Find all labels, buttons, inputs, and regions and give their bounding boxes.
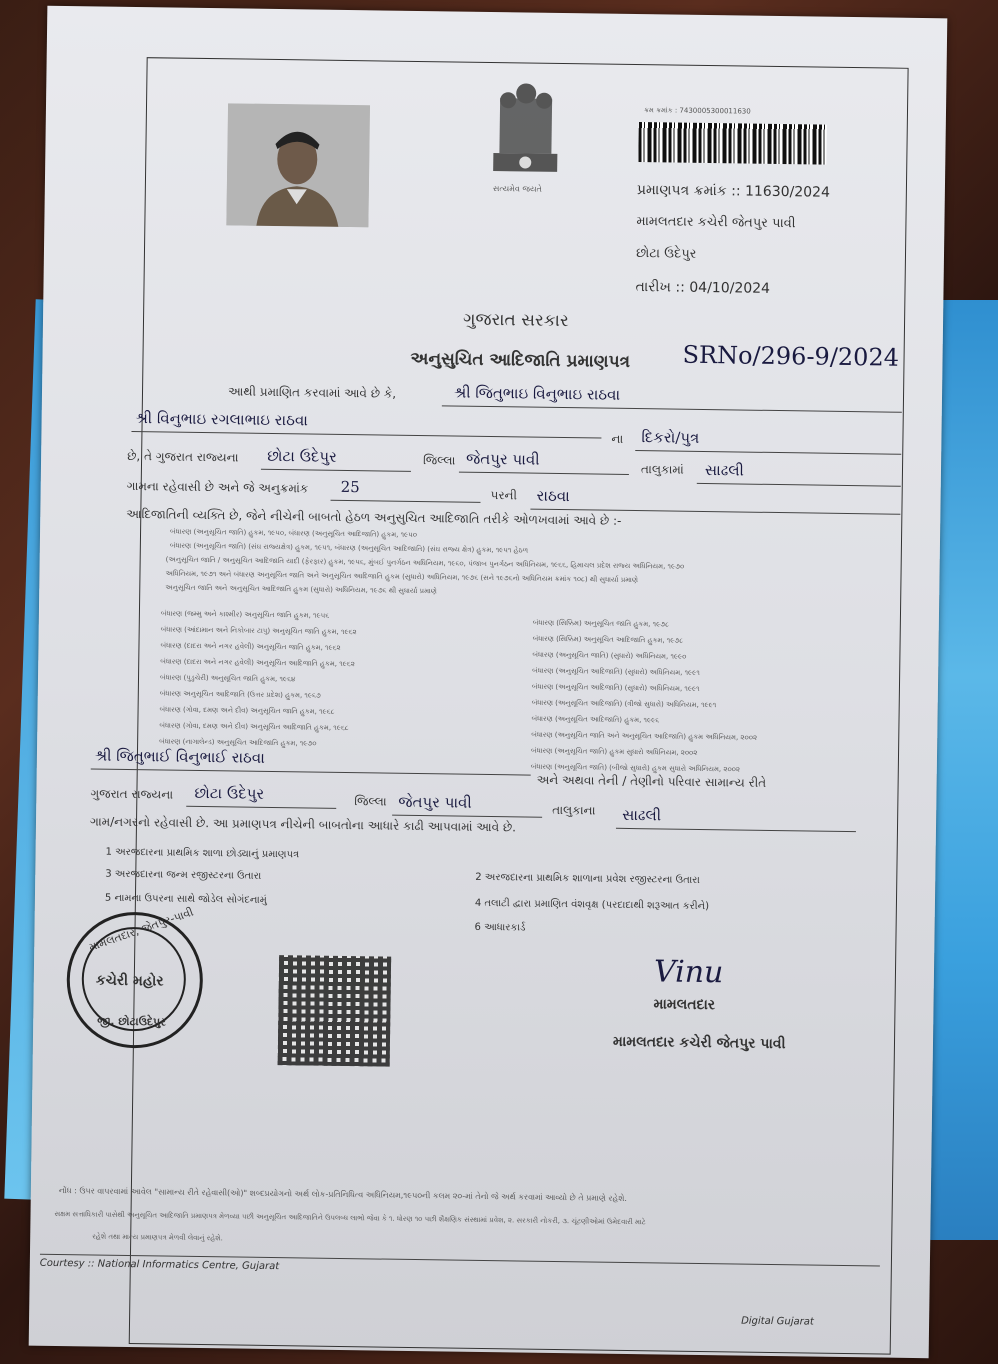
state-prefix-2: ગુજરાત રાજ્યના bbox=[90, 786, 174, 802]
certify-text: આથી પ્રમાણિત કરવામાં આવે છે કે, bbox=[227, 384, 397, 401]
state-prefix: છે, તે ગુજરાત રાજ્યના bbox=[127, 448, 239, 465]
certificate-paper bbox=[29, 6, 948, 1358]
seal-text: મામલતદાર, જેતપુર-પાવી bbox=[87, 905, 196, 954]
emblem-caption: સત્યમેવ જયતે bbox=[492, 184, 542, 194]
serial-number: 25 bbox=[340, 477, 360, 497]
signature: Vinu bbox=[653, 954, 724, 991]
order-right-4: બંધારણ (અનુસૂચિત આદિજાતિ) (સુધારો) અધિનિયમ, ૧૯૯૧ bbox=[532, 666, 700, 677]
basis-item-1: 1 અરજદારના પ્રાથમિક શાળા છોડ્યાનું પ્રમાણપત્ર bbox=[105, 846, 300, 861]
village: સાઢલી bbox=[704, 461, 745, 480]
ashoka-emblem-icon bbox=[485, 78, 567, 189]
order-left-5: બંધારણ (પુડુચેરી) અનુસૂચિત જાતિ હુકમ, ૧૯૬૪ bbox=[159, 673, 296, 684]
resident-text: ગામના રહેવાસી છે અને જે અનુક્રમાંક bbox=[126, 478, 309, 496]
footer-note-2: સક્ષમ સત્તાધિકારી પાસેથી અનુસૂચિત આદિજાતિ પ્રમાણપત્ર મેળવ્યા પછી અનુસૂચિત આદિજાતિને ઉપલબ્ધ લાભો જેવા કે ૧. ધોરણ ૧૦ પછી શૈક્ષણિક સંસ્થામાં પ્રવેશ, ૨. સરકારી નોકરી, ૩. ચૂંટણીઓમાં ઉમેદવારી માટે bbox=[54, 1210, 646, 1227]
basis-item-4: 4 તલાટી દ્વારા પ્રમાણિત વંશવૃક્ષ (પરદાદાથી શરૂઆત કરીને) bbox=[474, 897, 710, 913]
certificate-title: અનુસુચિત આદિજાતિ પ્રમાણપત્ર bbox=[410, 348, 631, 372]
order-left-2: બંધારણ (આંદામાન અને નિકોબાર ટાપુ) અનુસૂચિત જાતિ હુકમ, ૧૯૬૨ bbox=[160, 625, 357, 637]
order-line-1: બંધારણ (અનુસૂચિત જાતિ) હુકમ, ૧૯૫૦, બંધારણ (અનુસૂચિત આદિજાતિ) હુકમ, ૧૯૫૦ bbox=[170, 527, 418, 539]
seal-center: કચેરી મહોર bbox=[95, 972, 164, 990]
person-photo-icon bbox=[226, 103, 370, 227]
issue-date: તારીખ :: 04/10/2024 bbox=[635, 279, 771, 297]
issuing-office: મામલતદાર કચેરી જેતપુર પાવી bbox=[636, 214, 796, 232]
order-right-6: બંધારણ (અનુસૂચિત આદિજાતિ) (ત્રીજો સુધારો) અધિનિયમ, ૧૯૯૧ bbox=[531, 698, 717, 710]
handwritten-serial: SRNo/296-9/2024 bbox=[682, 340, 900, 372]
gov-title: ગુજરાત સરકાર bbox=[462, 309, 569, 332]
courtesy: Courtesy :: National Informatics Centre, Gujarat bbox=[39, 1257, 280, 1273]
district: છોટા ઉદેપુર bbox=[267, 446, 337, 466]
order-line-3: (અનુસૂચિત જાતિ / અનુસૂચિત આદિજાતિ યાદી (ફેરફાર) હુકમ, ૧૯૫૬, મુંબઈ પુનર્ગઠન અધિનિયમ, ૧૯૬૦, પંજાબ પુનર્ગઠન અધિનિયમ, ૧૯૬૬, હિમાચલ પ્રદેશ રાજ્ય અધિનિયમ, ૧૯૭૦ bbox=[165, 555, 685, 571]
order-left-9: બંધારણ (નાગાલેન્ડ) અનુસૂચિત આદિજાતિ હુકમ, ૧૯૭૦ bbox=[159, 737, 317, 748]
footer-note-3: રહેશે તથા માન્ય પ્રમાણપત્ર મેળવી લેવાનું રહેશે. bbox=[92, 1232, 223, 1243]
digital-gujarat: Digital Gujarat bbox=[741, 1315, 814, 1328]
parent-name: શ્રી વિનુભાઇ રગલાભાઇ રાઠવા bbox=[135, 409, 309, 430]
order-left-1: બંધારણ (જમ્મુ અને કાશ્મીર) અનુસૂચિત જાતિ હુકમ, ૧૯૫૬ bbox=[160, 609, 330, 620]
applicant-name: શ્રી જિતુભાઇ વિનુભાઇ રાઠવા bbox=[453, 383, 621, 404]
barcode-label: ક્રમ ક્રમાંક : 7430005300011630 bbox=[643, 106, 751, 116]
applicant-photo bbox=[226, 103, 370, 227]
applicant-name-2: શ્રી જિતુભાઈ વિનુભાઈ રાઠવા bbox=[94, 746, 265, 767]
taluka-label: તાલુકામાં bbox=[640, 462, 684, 477]
tribe-declaration: આદિજાતિની વ્યક્તિ છે, જેને નીચેની બાબતો હેઠળ અનુસુચિત આદિજાતિ તરીકે ઓળખવામાં આવે છે :- bbox=[126, 506, 622, 528]
on-text: પરની bbox=[490, 488, 518, 503]
order-left-6: બંધારણ અનુસૂચિત આદિજાતિ (ઉત્તર પ્રદેશ) હુકમ, ૧૯૬૭ bbox=[159, 689, 321, 700]
qr-code bbox=[278, 955, 392, 1067]
footer-note-1: નોંધ : ઉપર વાપરવામાં આવેલ "સામાન્ય રીતે રહેવાસી(ઓ)" શબ્દપ્રયોગનો અર્થ લોક-પ્રતિનિધિત્વ અધિનિયમ,૧૯૫૦ની કલમ ૨૦-માં તેનો જે અર્થ કરવામાં આવ્યો છે તે પ્રમાણે રહેશે. bbox=[58, 1186, 628, 1203]
taluka-2: જેતપુર પાવી bbox=[398, 792, 472, 812]
order-right-2: બંધારણ (સિક્કિમ) અનુસૂચિત આદિજાતિ હુકમ, ૧૯૭૮ bbox=[532, 634, 684, 645]
village-2: સાઢલી bbox=[622, 805, 662, 825]
certificate-number: પ્રમાણપત્ર ક્રમાંક :: 11630/2024 bbox=[636, 182, 831, 201]
order-right-3: બંધારણ (અનુસૂચિત જાતિ) (સુધારો) અધિનિયમ, ૧૯૯૦ bbox=[532, 650, 687, 661]
taluka-label-2: તાલુકાના bbox=[552, 802, 596, 818]
issuing-place: છોટા ઉદેપુર bbox=[635, 246, 697, 262]
district-label-2: જિલ્લા bbox=[354, 794, 387, 809]
order-left-7: બંધારણ (ગોવા, દમણ અને દીવ) અનુસૂચિત જાતિ હુકમ, ૧૯૬૮ bbox=[159, 705, 335, 716]
signatory-office: મામલતદાર કચેરી જેતપુર પાવી bbox=[612, 1033, 786, 1053]
order-line-5: અનુસૂચિત જાતિ અને અનુસૂચિત આદિજાતિ હુકમ (સુધારો) અધિનિયમ, ૧૯૭૬ થી સુધાર્યા પ્રમાણે bbox=[165, 583, 437, 596]
order-right-7: બંધારણ (અનુસૂચિત આદિજાતિ) હુકમ, ૧૯૯૬ bbox=[531, 714, 660, 725]
seal-bottom: જી. છોટાઉદેપુર bbox=[97, 1014, 167, 1029]
basis-item-3: 3 અરજદારના જન્મ રજીસ્ટરના ઉતારા bbox=[105, 868, 262, 882]
order-right-1: બંધારણ (સિક્કિમ) અનુસૂચિત જાતિ હુકમ, ૧૯૭૮ bbox=[532, 618, 670, 629]
taluka: જેતપુર પાવી bbox=[465, 449, 540, 469]
order-left-8: બંધારણ (ગોવા, દમણ અને દીવ) અનુસૂચિત આદિજાતિ હુકમ, ૧૯૬૮ bbox=[159, 721, 349, 733]
district-label: જિલ્લા bbox=[422, 453, 456, 468]
tribe: રાઠવા bbox=[536, 486, 570, 506]
order-left-4: બંધારણ (દાદરા અને નગર હવેલી) અનુસૂચિત આદિજાતિ હુકમ, ૧૯૬૨ bbox=[160, 657, 355, 669]
signatory-title: મામલતદાર bbox=[653, 996, 716, 1014]
order-left-3: બંધારણ (દાદરા અને નગર હવેલી) અનુસૂચિત જાતિ હુકમ, ૧૯૬૨ bbox=[160, 641, 341, 652]
basis-intro: ગામ/નગરનો રહેવાસી છે. આ પ્રમાણપત્ર નીચેની બાબતોના આધારે કાઢી આપવામાં આવે છે. bbox=[89, 814, 517, 835]
basis-item-2: 2 અરજદારના પ્રાથમિક શાળાના પ્રવેશ રજીસ્ટરના ઉતારા bbox=[475, 871, 700, 886]
order-right-9: બંધારણ (અનુસૂચિત જાતિ) હુકમ સુધારો અધિનિયમ, ૨૦૦૨ bbox=[530, 746, 698, 757]
basis-item-6: 6 આધારકાર્ડ bbox=[474, 921, 526, 934]
order-line-4: અધિનિયમ, ૧૯૭૧ અને બંધારણ અનુસૂચિત જાતિ અને અનુસૂચિત આદિજાતિ હુકમ (સુધારો) અધિનિયમ, ૧૯૭૬ (સને ૧૯૭૬નો અધિનિયમ ક્રમાંક ૧૦૮) થી સુધાર્યા પ્રમાણે bbox=[165, 569, 639, 585]
district-2: છોટા ઉદેપુર bbox=[194, 783, 265, 803]
order-right-8: બંધારણ (અનુસૂચિત જાતિ અને અનુસૂચિત આદિજાતિ) હુકમ અધિનિયમ, ૨૦૦૨ bbox=[531, 730, 758, 742]
order-right-5: બંધારણ (અનુસૂચિત આદિજાતિ) (સુધારો) અધિનિયમ, ૧૯૯૧ bbox=[531, 682, 700, 693]
barcode bbox=[638, 122, 827, 165]
order-right-10: બંધારણ (અનુસૂચિત જાતિ) (બીજો સુધારો) હુકમ સુધારો અધિનિયમ, ૨૦૦૨ bbox=[530, 762, 741, 774]
family-text: અને અથવા તેની / તેણીનો પરિવાર સામાન્ય રીતે bbox=[536, 772, 767, 790]
order-line-2: બંધારણ (અનુસૂચિત જાતિ) (સંઘ રાજ્યક્ષેત્ર) હુકમ, ૧૯૫૧, બંધારણ (અનુસૂચિત આદિજાતિ) (સંઘ રાજ્ય ક્ષેત્ર) હુકમ, ૧૯૫૧ હેઠળ bbox=[169, 541, 529, 555]
of-text: ના bbox=[611, 431, 624, 446]
relation: દિકરો/પુત્ર bbox=[641, 428, 700, 447]
basis-item-5: 5 નામના ઉપરના સાથે જોડેલ સોગંદનામું bbox=[104, 892, 267, 906]
